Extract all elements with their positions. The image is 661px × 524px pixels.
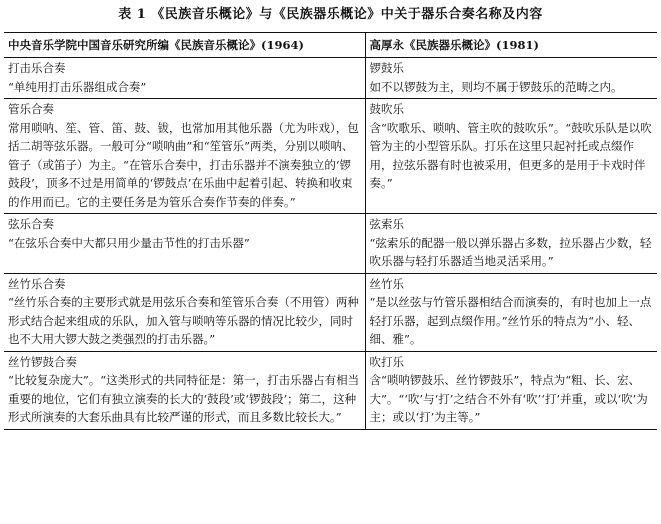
left-cell-body: “比较复杂庞大”。“这类形式的共同特征是：第一，打击乐器占有相当重要的地位，它们有独立演奏的长大的‘鼓段’或‘锣鼓段’；第二，这种形式所演奏的大套乐曲具有比较严谨的形式，而且多数比较长大。” — [8, 373, 360, 424]
right-cell-title: 锣鼓乐 — [369, 61, 404, 75]
table-caption: 表 1 《民族音乐概论》与《民族器乐概论》中关于器乐合奏名称及内容 — [118, 7, 543, 22]
left-cell — [4, 99, 365, 214]
left-cell-title: 打击乐合奏 — [8, 61, 66, 75]
header-row — [4, 33, 657, 58]
right-cell-body: 如不以锣鼓为主，则均不属于锣鼓乐的范畴之内。 — [369, 79, 623, 94]
right-cell — [365, 58, 657, 99]
table-row — [4, 273, 657, 351]
right-cell-title: 吹打乐 — [369, 354, 404, 369]
comparison-table — [4, 32, 657, 430]
right-cell-body: “弦索乐的配器一般以弹乐器占多数，拉乐器占少数，轻吹乐器与轻打乐器适当地灵活采用。” — [369, 235, 652, 268]
left-cell-title: 丝竹锣鼓合奏 — [8, 354, 77, 369]
table-row — [4, 99, 657, 214]
right-cell — [365, 99, 657, 214]
table-row — [4, 214, 657, 274]
right-cell — [365, 273, 657, 351]
right-cell-body: 含“吹歌乐、唢呐、管主吹的鼓吹乐”。“鼓吹乐队是以吹管为主的小型管乐队。打乐在这里只起衬托或点缀作用，拉弦乐器有时也被采用，但更多的是用于卡戏时伴奏。” — [369, 120, 652, 190]
right-cell-title: 丝竹乐 — [369, 276, 404, 291]
left-cell-body: 常用唢呐、笙、管、笛、鼓、钹，也常加用其他乐器（尤为咔戏），包括二胡等弦乐器。一般可分“唢呐曲”和“笙管乐”两类，分别以唢呐、管子（或笛子）为主。“在管乐合奏中，打击乐器并不演奏独立的‘锣鼓段’，顶多不过是用简单的‘锣鼓点’在乐曲中起着引起、转换和收束的作用而已。它的主要任务是为管乐合奏作节奏的伴奏。” — [8, 120, 359, 209]
left-cell — [4, 273, 365, 351]
left-cell-title: 管乐合奏 — [8, 102, 54, 116]
left-cell — [4, 58, 365, 99]
left-cell — [4, 351, 365, 429]
left-cell-title: 弦乐合奏 — [8, 217, 54, 231]
right-cell-title: 弦索乐 — [369, 217, 404, 231]
table-row — [4, 351, 657, 429]
right-cell — [365, 351, 657, 429]
left-cell-body: “单纯用打击乐器组成合奏” — [8, 79, 147, 94]
right-cell-title: 鼓吹乐 — [369, 102, 404, 116]
table-row — [4, 58, 657, 99]
left-cell — [4, 214, 365, 274]
header-left: 中央音乐学院中国音乐研究所编《民族音乐概论》(1964) — [4, 33, 365, 58]
right-cell — [365, 214, 657, 274]
left-cell-title: 丝竹乐合奏 — [8, 276, 66, 291]
left-cell-body: “丝竹乐合奏的主要形式就是用弦乐合奏和笙管乐合奏（不用管）两种形式结合起来组成的乐队，加入管与唢呐等乐器的情况比较少，同时也不大用大锣大鼓之类强烈的打击乐器。” — [8, 295, 359, 346]
header-right: 高厚永《民族器乐概论》(1981) — [365, 33, 657, 58]
left-cell-body: “在弦乐合奏中大都只用少量击节性的打击乐器” — [8, 235, 250, 250]
right-cell-body: “是以丝弦与竹管乐器相结合而演奏的，有时也加上一点轻打乐器，起到点缀作用。”丝竹乐的特点为“小、轻、细、雅”。 — [369, 295, 652, 346]
right-cell-body: 含“唢呐锣鼓乐、丝竹锣鼓乐”，特点为“粗、长、宏、大”。“‘吹’与‘打’之结合不外有‘吹’‘打’并重，或以‘吹’为主；或以‘打’为主等。” — [369, 373, 648, 424]
